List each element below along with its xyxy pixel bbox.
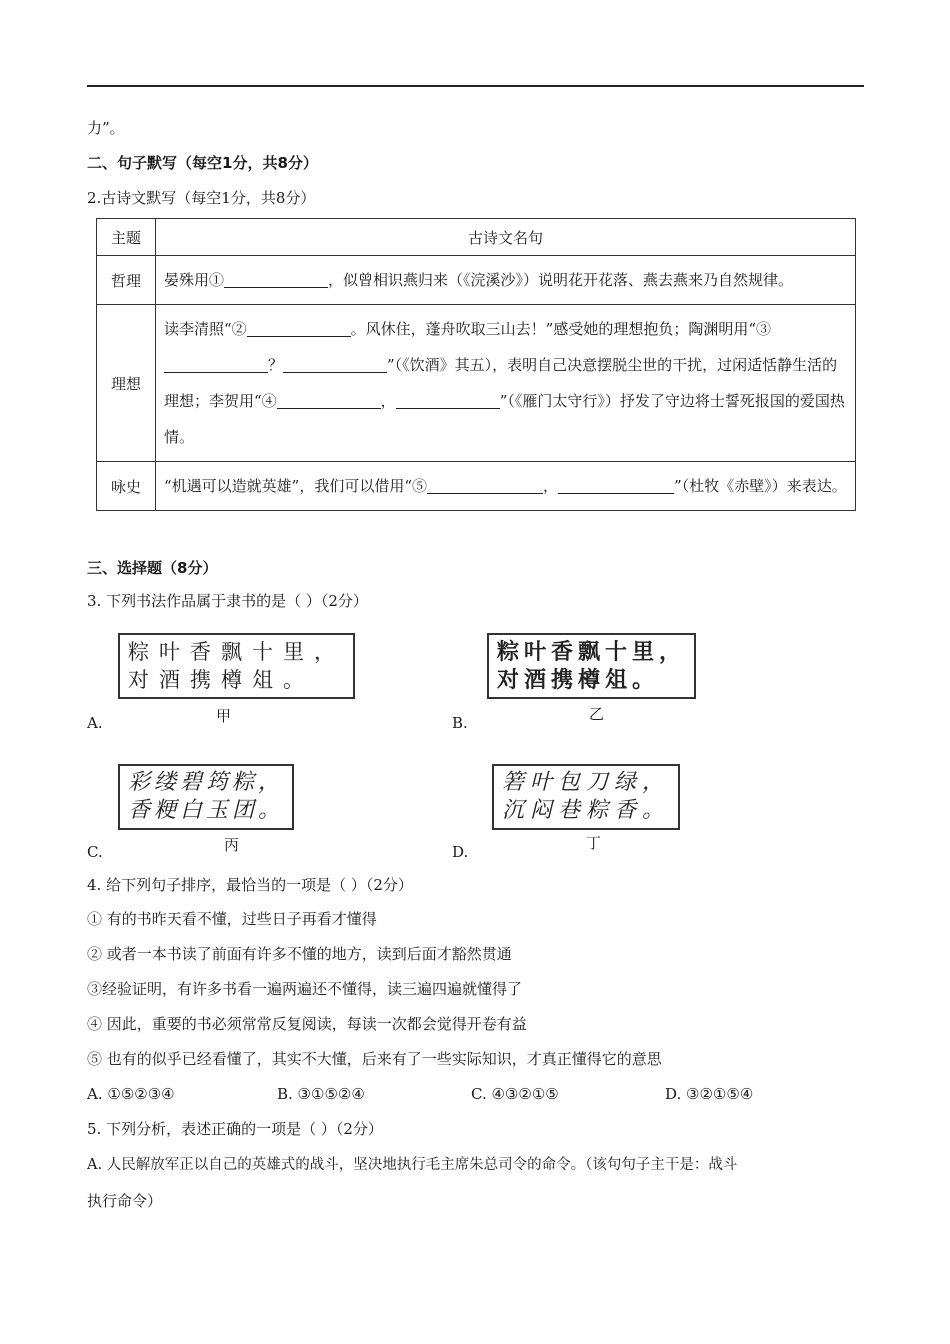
option-b-label[interactable]: B. (452, 714, 468, 732)
header-content: 古诗文名句 (156, 219, 856, 256)
content-text: ， (380, 392, 396, 410)
question-4-stem: 4. 给下列句子排序，最恰当的一项是（ ）（2分） (87, 876, 413, 894)
option-d[interactable]: D. ③②①⑤④ (665, 1085, 754, 1103)
option-c[interactable]: C. ④③②①⑤ (471, 1085, 559, 1103)
content-text: 。风休住，蓬舟吹取三山去！”感受她的理想抱负；陶渊明用“③ (350, 320, 772, 338)
calligraphy-line: 对酒携樽俎。 (128, 668, 314, 692)
calligraphy-image-d (492, 764, 680, 830)
calligraphy-image-a (118, 633, 355, 699)
content-text: “机遇可以造就英雄”，我们可以借用“⑤ (164, 477, 428, 495)
question-4-options (87, 1084, 753, 1104)
header-rule (87, 85, 864, 87)
calligraphy-line: 香粳白玉团。 (128, 798, 285, 823)
sentence-2: ② 或者一本书读了前面有许多不懂的地方，读到后面才豁然贯通 (87, 945, 512, 963)
content-text: ？ (268, 356, 284, 374)
calligraphy-image-c (118, 764, 294, 830)
blank-1[interactable] (224, 269, 328, 288)
blank-4b[interactable] (396, 390, 500, 409)
sentence-5: ⑤ 也有的似乎已经看懂了，其实不大懂，后来有了一些实际知识，才真正懂得它的意思 (87, 1050, 662, 1068)
content-text: ， (543, 477, 559, 495)
topic-cell: 咏史 (97, 462, 156, 511)
caption-d: 丁 (586, 834, 602, 852)
table-header-row (97, 219, 856, 256)
table-row (97, 462, 856, 511)
table-row (97, 305, 856, 462)
calligraphy-line: 对酒携樽俎。 (497, 667, 660, 693)
content-text: ，似曾相识燕归来（《浣溪沙》）说明花开花落、燕去燕来乃自然规律。 (328, 271, 794, 289)
topic-cell: 哲理 (97, 256, 156, 305)
blank-5a[interactable] (427, 475, 543, 494)
question-5-stem: 5. 下列分析，表述正确的一项是（ ）（2分） (87, 1120, 383, 1138)
sentence-3: ③经验证明，有许多书看一遍两遍还不懂得，读三遍四遍就懂得了 (87, 980, 523, 998)
option-a-label[interactable]: A. (87, 714, 103, 732)
content-text: 晏殊用① (164, 271, 225, 289)
option-a-text-cont: 执行命令） (87, 1192, 163, 1210)
option-d-label[interactable]: D. (452, 843, 469, 861)
content-text: ”（《雁门太守行》）抒发了守边将士誓死报国的爱国热情。 (164, 392, 845, 446)
blank-3b[interactable] (283, 354, 387, 373)
calligraphy-line: 箬叶包刀绿， (502, 770, 671, 795)
content-cell (156, 305, 856, 462)
calligraphy-image-b (487, 633, 696, 699)
content-text: 读李清照“② (164, 320, 247, 338)
calligraphy-line: 粽叶香飘十里， (128, 640, 345, 664)
content-text: ”（杜牧《赤壁》）来表达。 (674, 477, 847, 495)
content-cell (156, 462, 856, 511)
table-row (97, 256, 856, 305)
option-a-text: A. 人民解放军正以自己的英雄式的战斗，坚决地执行毛主席朱总司令的命令。（该句句子主干是：战斗 (87, 1157, 738, 1173)
calligraphy-line: 粽叶香飘十里， (497, 639, 687, 665)
calligraphy-line: 沉闷巷粽香。 (502, 798, 671, 823)
header-topic: 主题 (97, 219, 156, 256)
blank-3a[interactable] (164, 354, 268, 373)
blank-2[interactable] (247, 318, 351, 337)
option-c-label[interactable]: C. (87, 843, 103, 861)
question-3-stem: 3. 下列书法作品属于隶书的是（ ）（2分） (87, 592, 368, 610)
calligraphy-line: 彩缕碧筠粽， (128, 770, 285, 795)
topic-cell: 理想 (97, 305, 156, 462)
option-a[interactable]: A. ①⑤②③④ (87, 1085, 175, 1103)
content-text: ”（《饮酒》其五），表明自己决意摆脱尘世的干扰，过闲适恬静生活的理想；李贺用“④ (164, 356, 838, 410)
caption-c: 丙 (224, 836, 240, 854)
question-2-title: 2.古诗文默写（每空1分，共8分） (87, 189, 316, 207)
caption-a: 甲 (216, 707, 232, 725)
content-cell (156, 256, 856, 305)
option-b[interactable]: B. ③①⑤②④ (277, 1085, 365, 1103)
section-3-heading: 三、选择题（8分） (87, 559, 218, 577)
caption-b: 乙 (589, 705, 605, 723)
sentence-1: ① 有的书昨天看不懂，过些日子再看才懂得 (87, 910, 377, 928)
blank-5b[interactable] (558, 475, 674, 494)
sentence-4: ④ 因此，重要的书必须常常反复阅读，每读一次都会觉得开卷有益 (87, 1015, 527, 1033)
continuation-text: 力”。 (87, 119, 125, 137)
poetry-table (96, 218, 856, 511)
blank-4a[interactable] (277, 390, 381, 409)
section-2-heading: 二、句子默写（每空1分，共8分） (87, 154, 318, 172)
